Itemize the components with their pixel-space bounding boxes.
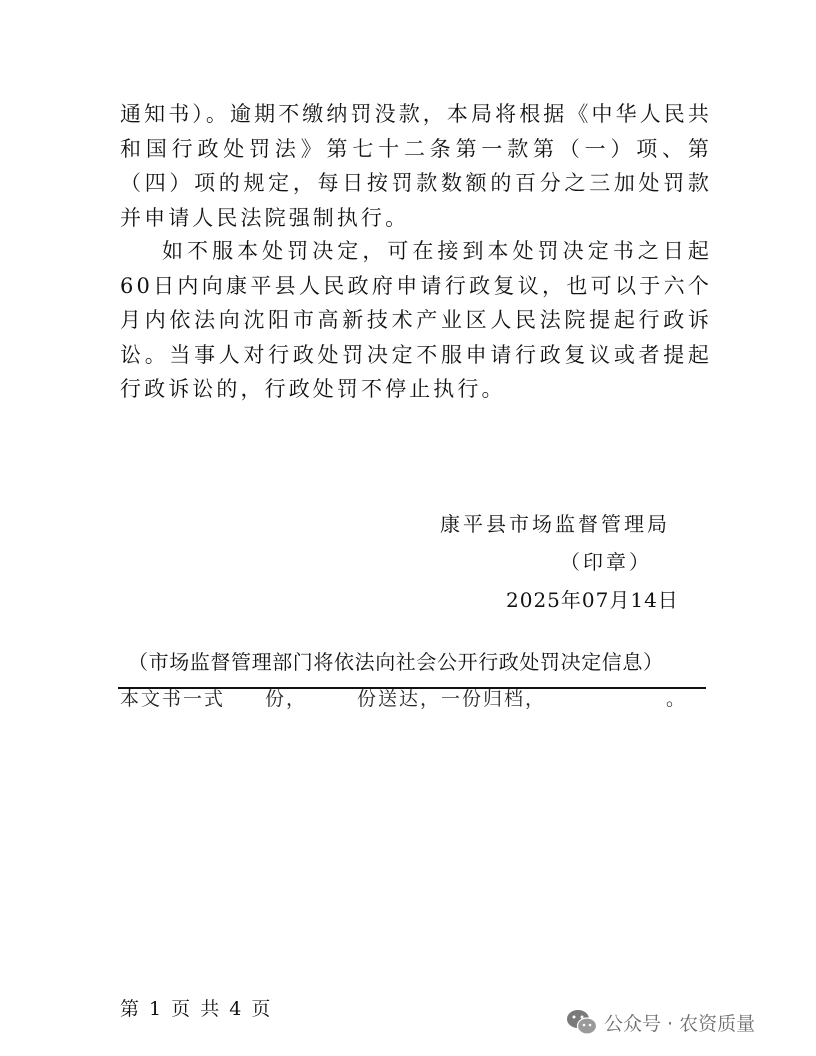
copies-text-3: 份送达，一份归档， xyxy=(357,688,547,710)
copies-text-2: 份， xyxy=(265,688,308,710)
wechat-icon xyxy=(566,1008,598,1036)
paragraph-penalty-enforcement: 通知书）。逾期不缴纳罚没款，本局将根据《中华人民共和国行政处罚法》第七十二条第一款第（一）项、第（四）项的规定，每日按罚款数额的百分之三加处罚款并申请人民法院强制执行。 xyxy=(120,102,712,230)
seal-placeholder: （印章） xyxy=(560,550,652,574)
copies-text-1: 本文书一式 xyxy=(120,688,226,710)
issuing-agency: 康平县市场监督管理局 xyxy=(440,512,670,536)
watermark-text: 公众号 · 农资质量 xyxy=(604,1012,756,1035)
public-disclosure-notice: （市场监督管理部门将依法向社会公开行政处罚决定信息） xyxy=(128,650,664,674)
watermark xyxy=(566,1008,755,1036)
page-number: 第 1 页 共 4 页 xyxy=(120,998,273,1020)
issue-date: 2025年07月14日 xyxy=(506,588,679,612)
copies-text-4: 。 xyxy=(666,688,688,710)
horizontal-rule xyxy=(118,687,706,689)
paragraph-appeal-rights: 如不服本处罚决定，可在接到本处罚决定书之日起60日内向康平县人民政府申请行政复议，也可以于六个月内依法向沈阳市高新技术产业区人民法院提起行政诉讼。当事人对行政处罚决定不服申请行政复议或者提起行政诉讼的，行政处罚不停止执行。 xyxy=(120,239,712,401)
